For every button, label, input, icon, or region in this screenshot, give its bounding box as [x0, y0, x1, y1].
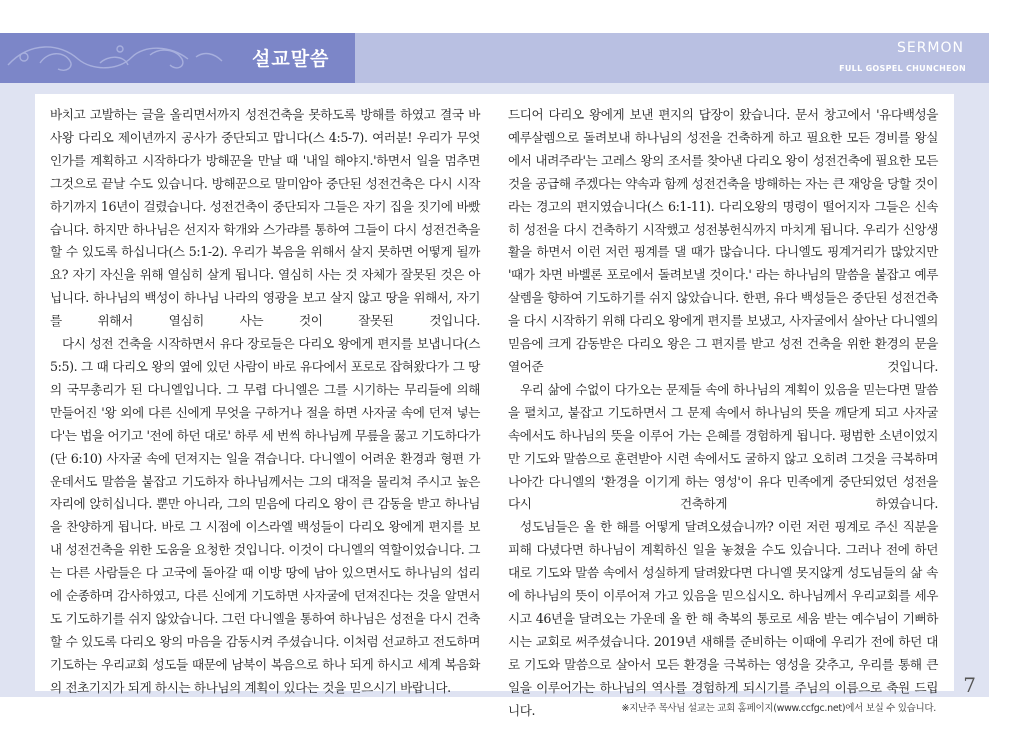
church-name: FULL GOSPEL CHUNCHEON — [839, 64, 966, 73]
paragraph: 다시 성전 건축을 시작하면서 유다 장로들은 다리오 왕에게 편지를 보냅니다(스 5:5). 그 때 다리오 왕의 옆에 있던 사람이 바로 유다에서 포로로 잡혀왔다가 그 땅의 국무총리가 된 다니엘입니다. 그 무렵 다니엘은 그를 시기하는 무리들에 의해 만들어진 '왕 외에 다른 신에게 무엇을 구하거나 절을 하면 사자굴 속에 던져 넣는다'는 법을 어기고 '전에 하던 대로' 하루 세 번씩 하나님께 무릎을 꿇고 기도하다가(단 6:10) 사자굴 속에 던져지는 일을 겪습니다. 다니엘이 어려운 환경과 형편 가운데서도 말씀을 붙잡고 기도하자 하나님께서는 그의 대적을 물리쳐 주시고 높은 자리에 앉히십니다. 뿐만 아니라, 그의 믿음에 다리오 왕이 큰 감동을 받고 하나님을 찬양하게 됩니다. 바로 그 시점에 이스라엘 백성들이 다리오 왕에게 편지를 보내 성전건축을 위한 도움을 요청한 것입니다. 이것이 다니엘의 역할이었습니다. 그는 다른 사람들은 다 고국에 돌아갈 때 이방 땅에 남아 있으면서도 하나님의 섭리에 순종하며 감사하였고, 다른 신에게 기도하면 사자굴에 던져진다는 것을 알면서도 기도하기를 쉬지 않았습니다. 그런 다니엘을 통하여 하나님은 성전을 다시 건축할 수 있도록 다리오 왕의 마음을 감동시켜 주셨습니다. 이처럼 선교하고 전도하며 기도하는 우리교회 성도들 때문에 남북이 복음으로 하나 되게 하시고 세계 복음화의 전초기지가 되게 하시는 하나님의 계획이 있다는 것을 믿으시기 바랍니다. — [50, 336, 480, 695]
right-column — [508, 104, 938, 722]
section-label: SERMON — [896, 40, 964, 56]
paragraph: 우리 삶에 수없이 다가오는 문제들 속에 하나님의 계획이 있음을 믿는다면 말씀을 펼치고, 붙잡고 기도하면서 그 문제 속에서 하나님의 뜻을 깨닫게 되고 사자굴 속에서도 하나님의 뜻을 이루어 가는 은혜를 경험하게 됩니다. 평범한 소년이었지만 기도와 말씀으로 훈련받아 시련 속에서도 굴하지 않고 오히려 그것을 극복하며 나아간 다니엘의 '환경을 이기게 하는 영성'이 유다 민족에게 중단되었던 성전을 다시 건축하게 하였습니다. — [508, 381, 938, 512]
floral-ornament-icon — [0, 33, 230, 83]
page-edge — [989, 33, 1024, 697]
left-column — [50, 104, 480, 700]
paragraph: 성도님들은 올 한 해를 어떻게 달려오셨습니까? 이런 저런 핑계로 주신 직분을 피해 다녔다면 하나님이 계획하신 일을 놓쳤을 수도 있습니다. 그러나 전에 하던 대로 기도와 말씀 속에서 성실하게 달려왔다면 다니엘 못지않게 성도님들의 삶 속에 하나님의 뜻이 이루어져 가고 있음을 믿으십시오. 하나님께서 우리교회를 세우시고 46년을 달려오는 가운데 올 한 해 축복의 통로로 세움 받는 예수님이 기뻐하시는 교회로 써주셨습니다. 2019년 새해를 준비하는 이때에 우리가 전에 하던 대로 기도와 말씀으로 살아서 모든 환경을 극복하는 영성을 갖추고, 우리를 통해 큰일을 이루어가는 하나님의 역사를 경험하게 되시기를 주님의 이름으로 축원 드립니다. — [508, 519, 938, 718]
page-title: 설교말씀 — [252, 48, 330, 70]
paragraph: 드디어 다리오 왕에게 보낸 편지의 답장이 왔습니다. 문서 창고에서 '유다백성을 예루살렘으로 돌려보내 하나님의 성전을 건축하게 하고 필요한 모든 경비를 왕실에서 내려주라'는 고레스 왕의 조서를 찾아낸 다리오 왕이 성전건축에 필요한 모든 것을 공급해 주겠다는 약속과 함께 성전건축을 방해하는 자는 큰 재앙을 당할 것이라는 경고의 편지였습니다(스 6:1-11). 다리오왕의 명령이 떨어지자 그들은 신속히 성전을 다시 건축하기 시작했고 성전봉헌식까지 마치게 됩니다. 우리가 신앙생활을 하면서 이런 저런 핑계를 댈 때가 많습니다. 다니엘도 핑계거리가 많았지만 '때가 차면 바벨론 포로에서 돌려보낼 것이다.' 라는 하나님의 말씀을 붙잡고 예루살렘을 향하여 기도하기를 쉬지 않았습니다. 한편, 유다 백성들은 중단된 성전건축을 다시 시작하기 위해 다리오 왕에게 편지를 보냈고, 사자굴에서 살아난 다니엘의 믿음에 크게 감동받은 다리오 왕은 그 편지를 받고 성전 건축을 위한 환경의 문을 열어준 것입니다. — [508, 107, 938, 374]
footnote: ※지난주 목사님 설교는 교회 홈페이지(www.ccfgc.net)에서 보실 수 있습니다. — [621, 703, 936, 714]
paragraph: 바치고 고발하는 글을 올리면서까지 성전건축을 못하도록 방해를 하였고 결국 바사왕 다리오 제이년까지 공사가 중단되고 맙니다(스 4:5-7). 여러분! 우리가 무엇인가를 계획하고 시작하다가 방해꾼을 만날 때 '내일 해야지.'하면서 일을 멈추면 그것으로 끝날 수도 있습니다. 방해꾼으로 말미암아 중단된 성전건축은 다시 시작하기까지 16년이 걸렸습니다. 성전건축이 중단되자 그들은 자기 집을 짓기에 바빴습니다. 하지만 하나님은 선지자 학개와 스가랴를 통하여 그들이 다시 성전건축을 할 수 있도록 하십니다(스 5:1-2). 우리가 복음을 위해서 살지 못하면 어떻게 될까요? 자기 자신을 위해 열심히 살게 됩니다. 열심히 사는 것 자체가 잘못된 것은 아닙니다. 하나님의 백성이 하나님 나라의 영광을 보고 살지 않고 땅을 위해서, 자기를 위해서 열심히 사는 것이 잘못된 것입니다. — [50, 107, 480, 329]
page-number: 7 — [963, 673, 976, 697]
